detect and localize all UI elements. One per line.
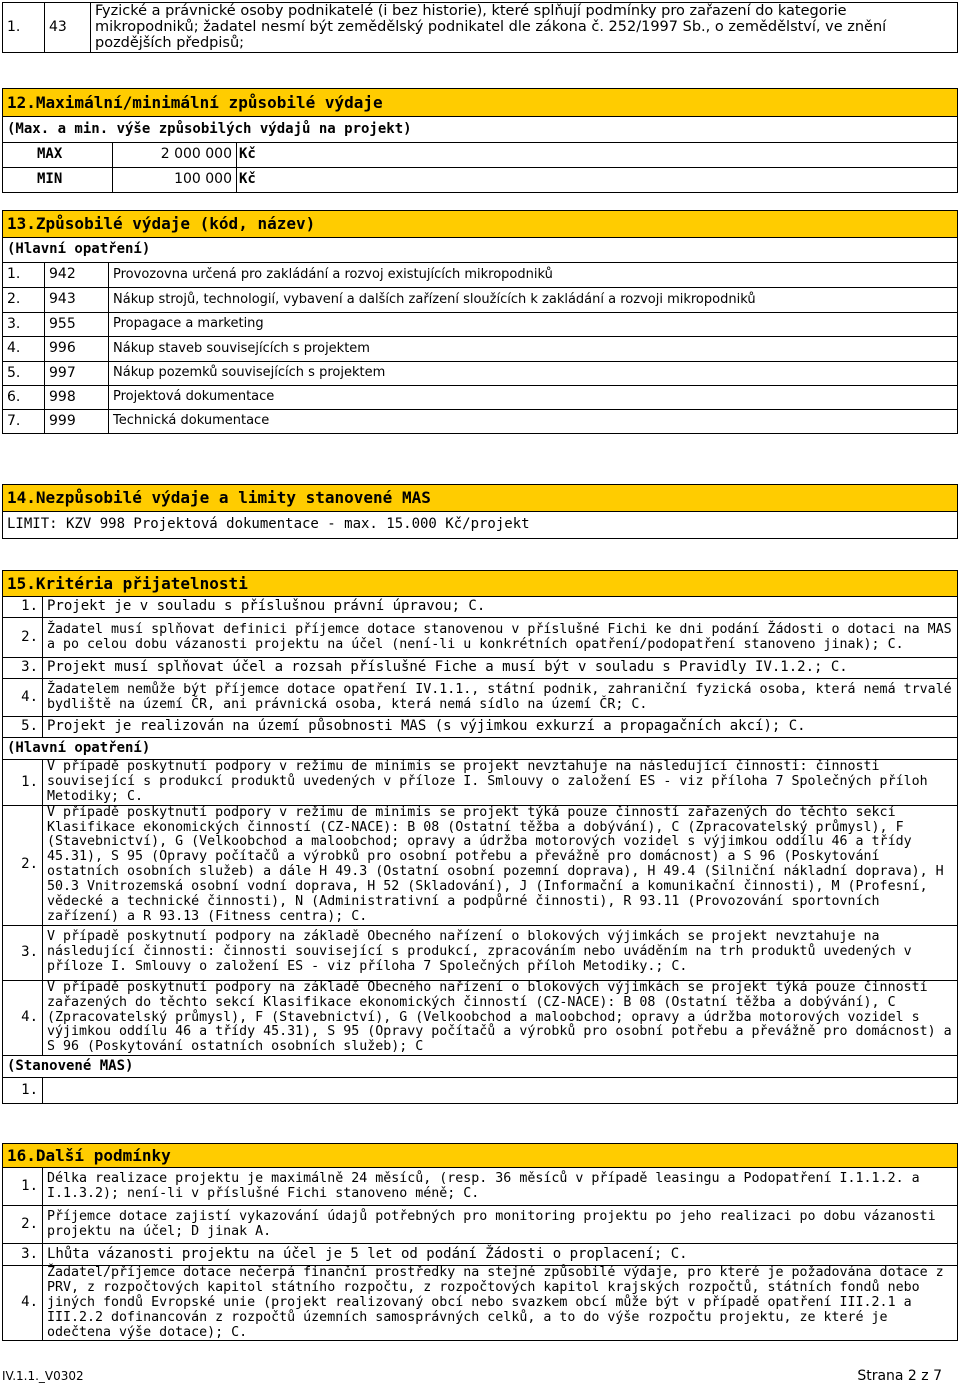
item-text: Propagace a marketing xyxy=(109,313,958,337)
row-text: Fyzické a právnické osoby podnikatelé (i bez historie), které splňují podmínky pro zařazení do kategorie mikropodniků; žadatel nesmí být zemědělský podnikatel dle zákona č. 252/1997 Sb., o zemědělství, ve znění pozdějších předpisů; xyxy=(91,3,958,53)
mas-heading: (Stanovené MAS) xyxy=(3,1056,958,1078)
item-index: 4. xyxy=(3,1266,43,1341)
item-text: V případě poskytnutí podpory v režimu de minimis se projekt nevztahuje na následující činnosti: činnosti související s produkcí produktů uvedených v příloze I. Smlouvy o založení ES - viz příloha 7 Společných příloh Metodiky; C. xyxy=(43,760,958,806)
main-measure-heading: (Hlavní opatření) xyxy=(3,738,958,760)
eligibility-row-table xyxy=(2,2,958,53)
item-text: Projektová dokumentace xyxy=(109,386,958,410)
item-index: 4. xyxy=(3,679,43,717)
item-code: 943 xyxy=(45,288,109,313)
item-index: 1. xyxy=(3,1168,43,1206)
item-text: Projekt je realizován na území působnosti MAS (s výjimkou exkurzí a propagačních akcí); C. xyxy=(43,717,958,738)
max-value: 2 000 000 xyxy=(113,143,237,168)
footer-page-number: Strana 2 z 7 xyxy=(857,1368,942,1384)
min-label: MIN xyxy=(3,168,113,193)
item-index: 4. xyxy=(3,337,45,362)
item-index: 1. xyxy=(3,760,43,806)
item-index: 1. xyxy=(3,597,43,618)
item-index: 3. xyxy=(3,1244,43,1266)
item-text: Žadatel/příjemce dotace nečerpá finanční prostředky na stejné způsobilé výdaje, pro které je požadována dotace z PRV, z rozpočtových kapitol státního rozpočtu, z rozpočtových kapitol krajských rozpočtů, státních fondů nebo jiných fondů Evropské unie (projekt realizovaný obcí nebo svazkem obcí může být v případě opatření III.2.1 a III.2.2 dofinancován z rozpočtů územních samosprávných celků, a to do výše rozpočtu projektu, ze které je odečtena výše dotace); C. xyxy=(43,1266,958,1341)
item-index: 2. xyxy=(3,805,43,925)
item-text: Nákup pozemků souvisejících s projektem xyxy=(109,362,958,386)
section-16-title: 16.Další podmínky xyxy=(3,1144,958,1168)
item-text xyxy=(43,1078,958,1104)
item-text: Technická dokumentace xyxy=(109,410,958,434)
item-text: V případě poskytnutí podpory v režimu de minimis se projekt týká pouze činností zařazených do těchto sekcí Klasifikace ekonomických činností (CZ-NACE): B 08 (Ostatní těžba a dobývání), C (Zpracovatelský průmysl), F (Stavebnictví), G (Velkoobchod a maloobchod; opravy a údržba motorových vozidel s výjimkou oddílu 46 a třídy 45.31), S 95 (Opravy počítačů a výrobků pro osobní potřebu a převážně pro domácnost) a S 96 (Poskytování ostatních osobních služeb) a dále H 49.3 (Ostatní osobní pozemní doprava), H 49.4 (Silniční nákladní doprava), H 50.3 Vnitrozemská osobní vodní doprava, H 52 (Skladování), J (Informační a komunikační činnosti), M (Profesní, vědecké a technické činnosti), N (Administrativní a podpůrné činnosti), R 93.11 (Provozování sportovních zařízení) a R 93.13 (Fitness centra); C. xyxy=(43,805,958,925)
item-code: 955 xyxy=(45,313,109,337)
section-12-subtitle: (Max. a min. výše způsobilých výdajů na projekt) xyxy=(3,117,958,143)
item-text: Žadatelem nemůže být příjemce dotace opatření IV.1.1., státní podnik, zahraniční fyzická osoba, která nemá trvalé bydliště na území ČR, ani právnická osoba, která nemá sídlo na území ČR; C. xyxy=(43,679,958,717)
item-index: 4. xyxy=(3,980,43,1055)
item-index: 2. xyxy=(3,1206,43,1244)
item-index: 2. xyxy=(3,618,43,658)
item-code: 998 xyxy=(45,386,109,410)
item-index: 1. xyxy=(3,263,45,288)
row-index: 1. xyxy=(3,3,45,53)
section-12-title: 12.Maximální/minimální způsobilé výdaje xyxy=(3,89,958,117)
item-text: Žadatel musí splňovat definici příjemce dotace stanovenou v příslušné Fichi ke dni podání Žádosti o dotaci na MAS a po celou dobu vázanosti projektu na účel (není-li u konkrétních opatření/podopatření stanoveno jinak); C. xyxy=(43,618,958,658)
item-text: V případě poskytnutí podpory na základě Obecného nařízení o blokových výjimkách se projekt týká pouze činností zařazených do těchto sekcí Klasifikace ekonomických činností (CZ-NACE): B 08 (Ostatní těžba a dobývání), C (Zpracovatelský průmysl), F (Stavebnictví), G (Velkoobchod a maloobchod; opravy a údržba motorových vozidel s výjimkou oddílu 46 a třídy 45.31), S 95 (Opravy počítačů a výrobků pro osobní potřebu a převážně pro domácnost) a S 96 (Poskytování ostatních osobních služeb); C xyxy=(43,980,958,1055)
section-16-table xyxy=(2,1143,958,1341)
section-14-title: 14.Nezpůsobilé výdaje a limity stanovené MAS xyxy=(3,485,958,512)
section-15-title: 15.Kritéria přijatelnosti xyxy=(3,571,958,597)
max-unit: Kč xyxy=(237,143,958,168)
footer-form-code: IV.1.1._V0302 xyxy=(2,1369,84,1383)
item-index: 7. xyxy=(3,410,45,434)
item-index: 5. xyxy=(3,717,43,738)
item-text: V případě poskytnutí podpory na základě Obecného nařízení o blokových výjimkách se projekt nevztahuje na následující činnosti: činnosti související s produkcí, zpracováním nebo uváděním na trh produktů uvedených v příloze I. Smlouvy o založení ES - viz příloha 7 Společných příloh Metodiky.; C. xyxy=(43,925,958,980)
section-13-subtitle: (Hlavní opatření) xyxy=(3,238,958,263)
section-13-table xyxy=(2,210,958,434)
item-text: Nákup strojů, technologií, vybavení a dalších zařízení sloužících k zakládání a rozvoji mikropodniků xyxy=(109,288,958,313)
item-index: 1. xyxy=(3,1078,43,1104)
item-code: 942 xyxy=(45,263,109,288)
min-unit: Kč xyxy=(237,168,958,193)
section-15-table xyxy=(2,570,958,1104)
item-index: 2. xyxy=(3,288,45,313)
item-text: Lhůta vázanosti projektu na účel je 5 let od podání Žádosti o proplacení; C. xyxy=(43,1244,958,1266)
item-text: Příjemce dotace zajistí vykazování údajů potřebných pro monitoring projektu po jeho realizaci po dobu vázanosti projektu na účel; D jinak A. xyxy=(43,1206,958,1244)
section-14-table xyxy=(2,484,958,539)
section-14-text: LIMIT: KZV 998 Projektová dokumentace - max. 15.000 Kč/projekt xyxy=(3,512,958,539)
item-text: Provozovna určená pro zakládání a rozvoj existujících mikropodniků xyxy=(109,263,958,288)
item-text: Projekt musí splňovat účel a rozsah příslušné Fiche a musí být v souladu s Pravidly IV.1.2.; C. xyxy=(43,658,958,679)
section-13-title: 13.Způsobilé výdaje (kód, název) xyxy=(3,211,958,238)
item-code: 999 xyxy=(45,410,109,434)
item-text: Délka realizace projektu je maximálně 24 měsíců, (resp. 36 měsíců v případě leasingu a Podopatření I.1.1.2. a I.1.3.2); není-li v příslušné Fichi stanoveno méně; C. xyxy=(43,1168,958,1206)
row-code: 43 xyxy=(45,3,91,53)
item-index: 3. xyxy=(3,658,43,679)
item-index: 5. xyxy=(3,362,45,386)
min-value: 100 000 xyxy=(113,168,237,193)
item-index: 6. xyxy=(3,386,45,410)
item-index: 3. xyxy=(3,925,43,980)
item-code: 996 xyxy=(45,337,109,362)
max-label: MAX xyxy=(3,143,113,168)
item-text: Projekt je v souladu s příslušnou právní úpravou; C. xyxy=(43,597,958,618)
item-text: Nákup staveb souvisejících s projektem xyxy=(109,337,958,362)
section-12-table xyxy=(2,88,958,193)
item-index: 3. xyxy=(3,313,45,337)
item-code: 997 xyxy=(45,362,109,386)
